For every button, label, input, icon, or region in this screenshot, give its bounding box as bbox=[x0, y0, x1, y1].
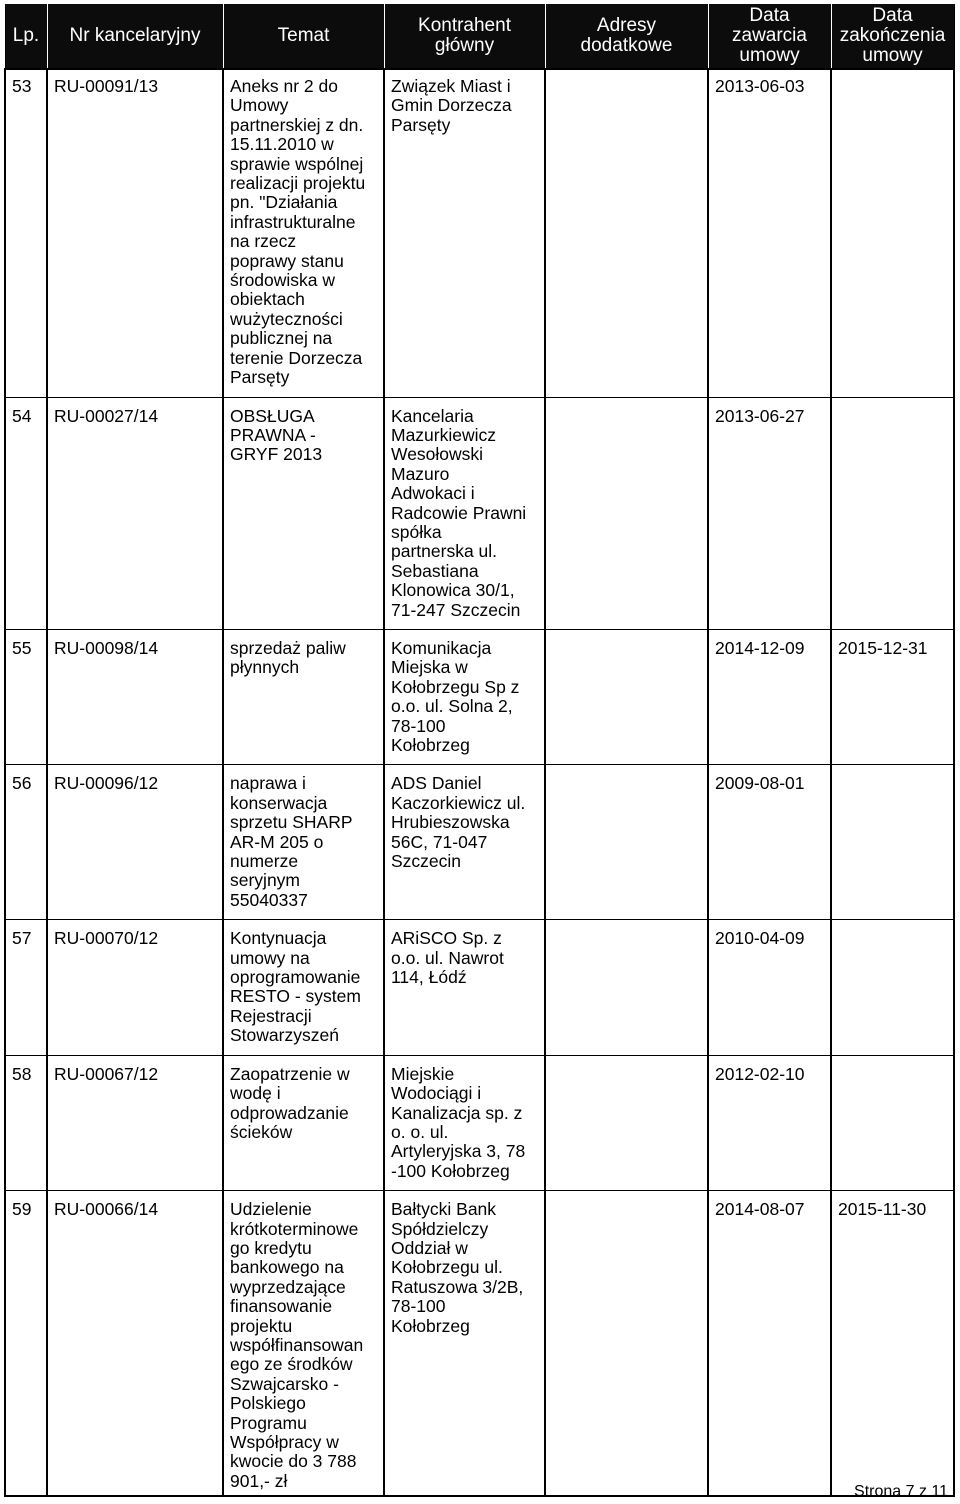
cell-data-zakonczenia: 2015-12-31 bbox=[831, 629, 954, 764]
cell-lp: 58 bbox=[5, 1055, 47, 1190]
cell-nr-kancelaryjny: RU-00067/12 bbox=[47, 1055, 223, 1190]
table-row bbox=[5, 397, 954, 629]
cell-data-zakonczenia: 2015-11-30 bbox=[831, 1191, 954, 1497]
col-header-data-zawarcia: Data zawarcia umowy bbox=[708, 4, 831, 69]
cell-data-zakonczenia bbox=[831, 920, 954, 1055]
cell-nr-kancelaryjny: RU-00091/13 bbox=[47, 69, 223, 397]
cell-data-zawarcia: 2013-06-03 bbox=[708, 69, 831, 397]
table-row bbox=[5, 920, 954, 1055]
table-row bbox=[5, 629, 954, 764]
cell-nr-kancelaryjny: RU-00027/14 bbox=[47, 397, 223, 629]
cell-adresy bbox=[545, 765, 708, 920]
cell-adresy bbox=[545, 397, 708, 629]
table-row bbox=[5, 69, 954, 397]
cell-kontrahent: Bałtycki Bank Spółdzielczy Oddział w Kołobrzegu ul. Ratuszowa 3/2B, 78-100 Kołobrzeg bbox=[384, 1191, 545, 1497]
cell-temat: Kontynuacja umowy na oprogramowanie RESTO - system Rejestracji Stowarzyszeń bbox=[223, 920, 384, 1055]
cell-kontrahent: Związek Miast i Gmin Dorzecza Parsęty bbox=[384, 69, 545, 397]
contracts-register-table bbox=[4, 4, 955, 1497]
table-row bbox=[5, 1055, 954, 1190]
cell-lp: 55 bbox=[5, 629, 47, 764]
cell-adresy bbox=[545, 1055, 708, 1190]
cell-data-zawarcia: 2014-12-09 bbox=[708, 629, 831, 764]
cell-data-zakonczenia bbox=[831, 765, 954, 920]
cell-lp: 57 bbox=[5, 920, 47, 1055]
cell-adresy bbox=[545, 920, 708, 1055]
cell-kontrahent: Komunikacja Miejska w Kołobrzegu Sp z o.o. ul. Solna 2, 78-100 Kołobrzeg bbox=[384, 629, 545, 764]
page-number: Strona 7 z 11 bbox=[854, 1483, 948, 1500]
cell-kontrahent: Miejskie Wodociągi i Kanalizacja sp. z o. o. ul. Artyleryjska 3, 78 -100 Kołobrzeg bbox=[384, 1055, 545, 1190]
col-header-kontrahent: Kontrahent główny bbox=[384, 4, 545, 69]
cell-data-zawarcia: 2014-08-07 bbox=[708, 1191, 831, 1497]
cell-nr-kancelaryjny: RU-00070/12 bbox=[47, 920, 223, 1055]
cell-lp: 54 bbox=[5, 397, 47, 629]
cell-adresy bbox=[545, 1191, 708, 1497]
table-row bbox=[5, 765, 954, 920]
cell-adresy bbox=[545, 69, 708, 397]
cell-data-zawarcia: 2009-08-01 bbox=[708, 765, 831, 920]
cell-data-zakonczenia bbox=[831, 397, 954, 629]
col-header-data-zakonczenia: Data zakończenia umowy bbox=[831, 4, 954, 69]
cell-data-zawarcia: 2010-04-09 bbox=[708, 920, 831, 1055]
cell-data-zakonczenia bbox=[831, 1055, 954, 1190]
cell-temat: OBSŁUGA PRAWNA - GRYF 2013 bbox=[223, 397, 384, 629]
cell-temat: Zaopatrzenie w wodę i odprowadzanie ścieków bbox=[223, 1055, 384, 1190]
cell-lp: 53 bbox=[5, 69, 47, 397]
cell-temat: Aneks nr 2 do Umowy partnerskiej z dn. 15.11.2010 w sprawie wspólnej realizacji projektu pn. "Działania infrastrukturalne na rzecz poprawy stanu środowiska w obiektach wużyteczności publicznej na terenie Dorzecza Parsęty bbox=[223, 69, 384, 397]
cell-kontrahent: ARiSCO Sp. z o.o. ul. Nawrot 114, Łódź bbox=[384, 920, 545, 1055]
col-header-temat: Temat bbox=[223, 4, 384, 69]
cell-lp: 59 bbox=[5, 1191, 47, 1497]
cell-data-zawarcia: 2012-02-10 bbox=[708, 1055, 831, 1190]
cell-kontrahent: Kancelaria Mazurkiewicz Wesołowski Mazuro Adwokaci i Radcowie Prawni spółka partnerska ul. Sebastiana Klonowica 30/1, 71-247 Szczecin bbox=[384, 397, 545, 629]
col-header-nr-kancelaryjny: Nr kancelaryjny bbox=[47, 4, 223, 69]
cell-data-zakonczenia bbox=[831, 69, 954, 397]
table-header-row bbox=[5, 4, 954, 69]
cell-temat: Udzielenie krótkoterminowe go kredytu bankowego na wyprzedzające finansowanie projektu współfinansowan ego ze środków Szwajcarsko - Polskiego Programu Współpracy w kwocie do 3 788 901,- zł bbox=[223, 1191, 384, 1497]
col-header-adresy: Adresy dodatkowe bbox=[545, 4, 708, 69]
cell-lp: 56 bbox=[5, 765, 47, 920]
col-header-lp: Lp. bbox=[5, 4, 47, 69]
cell-temat: sprzedaż paliw płynnych bbox=[223, 629, 384, 764]
cell-kontrahent: ADS Daniel Kaczorkiewicz ul. Hrubieszowska 56C, 71-047 Szczecin bbox=[384, 765, 545, 920]
cell-nr-kancelaryjny: RU-00098/14 bbox=[47, 629, 223, 764]
cell-nr-kancelaryjny: RU-00096/12 bbox=[47, 765, 223, 920]
cell-data-zawarcia: 2013-06-27 bbox=[708, 397, 831, 629]
cell-nr-kancelaryjny: RU-00066/14 bbox=[47, 1191, 223, 1497]
table-row bbox=[5, 1191, 954, 1497]
cell-temat: naprawa i konserwacja sprzetu SHARP AR-M 205 o numerze seryjnym 55040337 bbox=[223, 765, 384, 920]
cell-adresy bbox=[545, 629, 708, 764]
